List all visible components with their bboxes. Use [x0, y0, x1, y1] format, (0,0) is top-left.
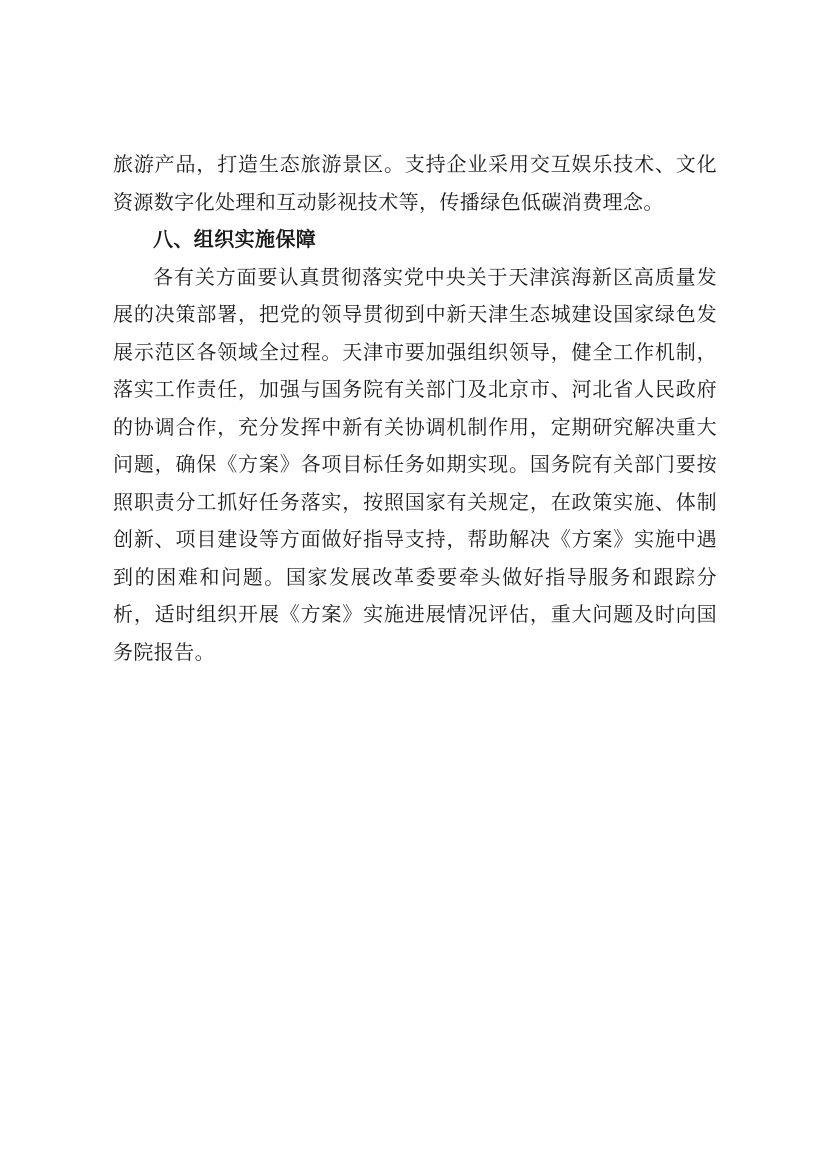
paragraph-continued: 旅游产品，打造生态旅游景区。支持企业采用交互娱乐技术、文化资源数字化处理和互动影视技术等，传播绿色低碳消费理念。 — [113, 152, 717, 214]
paragraph-implementation: 各有关方面要认真贯彻落实党中央关于天津滨海新区高质量发展的决策部署，把党的领导贯彻到中新天津生态城建设国家绿色发展示范区各领域全过程。天津市要加强组织领导，健全工作机制，落实工作责任，加强与国务院有关部门及北京市、河北省人民政府的协调合作，充分发挥中新有关协调机制作用，定期研究解决重大问题，确保《方案》各项目标任务如期实现。国务院有关部门要按照职责分工抓好任务落实，按照国家有关规定，在政策实施、体制创新、项目建设等方面做好指导支持，帮助解决《方案》实施中遇到的困难和问题。国家发展改革委要牵头做好指导服务和跟踪分析，适时组织开展《方案》实施进展情况评估，重大问题及时向国务院报告。 — [113, 264, 717, 664]
document-body — [113, 146, 717, 671]
section-heading: 八、组织实施保障 — [153, 227, 317, 251]
